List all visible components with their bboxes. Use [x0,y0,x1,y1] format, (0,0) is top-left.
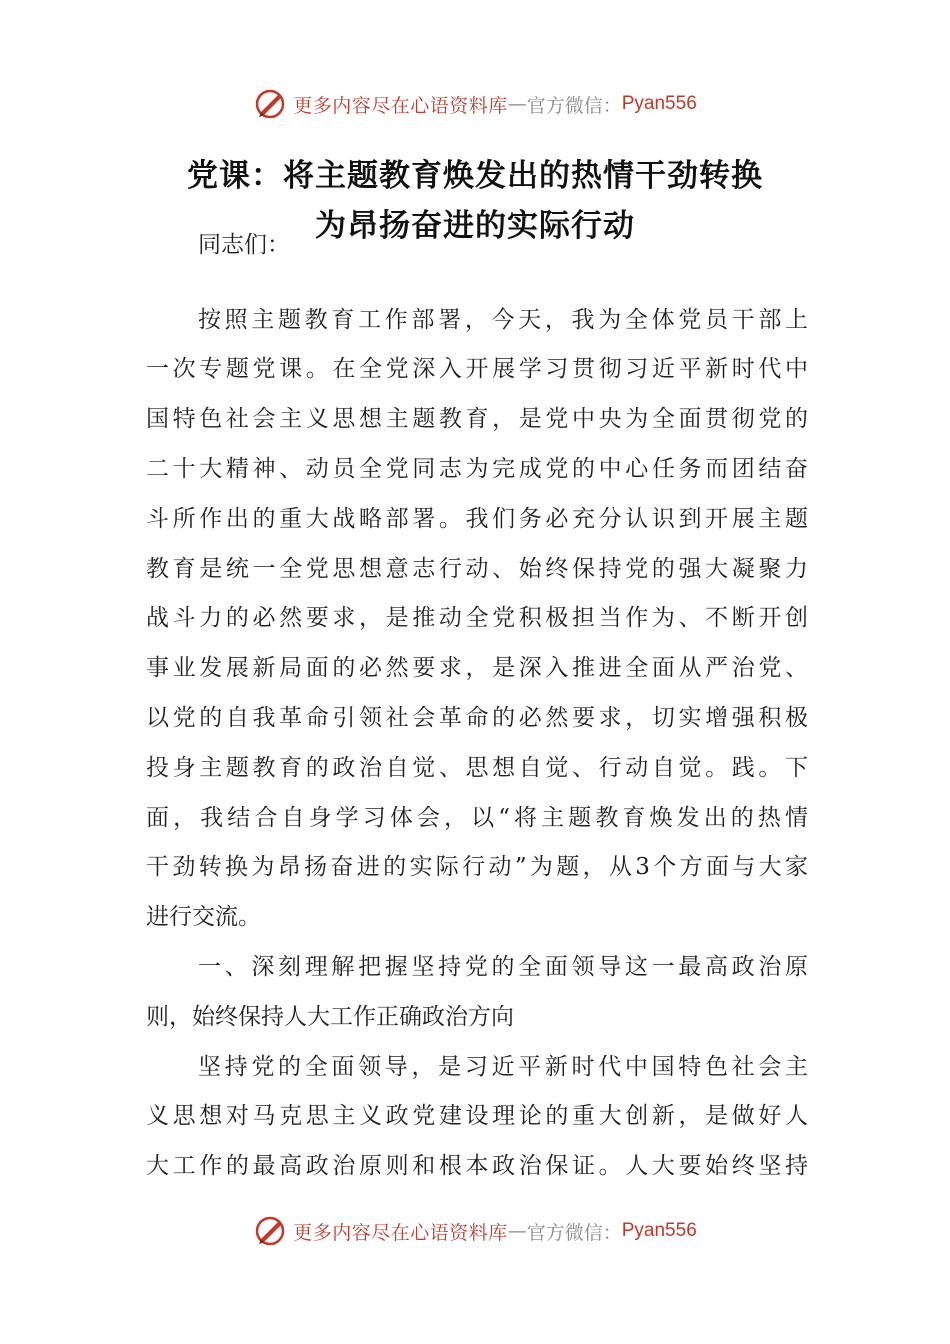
document-title-line-2: 为昂扬奋进的实际行动 [315,208,635,244]
body-line: 进行交流。 [146,904,261,930]
document-title-line-1: 党课：将主题教育焕发出的热情干劲转换 [187,158,763,194]
watermark-text: 更多内容尽在心语资料库 [293,1221,508,1244]
watermark-dash: — [507,1220,527,1242]
watermark-id: Pyan556 [621,93,697,114]
salutation-line: 同志们： [198,232,290,258]
watermark-dash: — [507,93,527,115]
header-watermark [0,84,950,124]
body-line: 大工作的最高政治原则和根本政治保证。人大要始终坚持 [146,1153,808,1179]
body-line: 一次专题党课。在全党深入开展学习贯彻习近平新时代中 [146,356,808,382]
section-heading-line: 则，始终保持人大工作正确政治方向 [146,1004,514,1030]
body-line: 投身主题教育的政治自觉、思想自觉、行动自觉。践。下 [146,755,808,781]
body-line: 斗所作出的重大战略部署。我们务必充分认识到开展主题 [146,506,808,532]
pen-circle-logo-icon [253,86,289,122]
body-line: 坚持党的全面领导，是习近平新时代中国特色社会主 [198,1054,808,1080]
body-line: 以党的自我革命引领社会革命的必然要求，切实增强积极 [146,705,808,731]
footer-watermark [0,1211,950,1251]
body-line: 义思想对马克思主义政党建设理论的重大创新，是做好人 [146,1103,808,1129]
watermark-id: Pyan556 [621,1220,697,1241]
body-line: 事业发展新局面的必然要求，是深入推进全面从严治党、 [146,655,808,681]
body-line: 干劲转换为昂扬奋进的实际行动”为题，从3个方面与大家 [146,854,808,880]
pen-circle-logo-icon [253,1213,289,1249]
body-line: 国特色社会主义思想主题教育，是党中央为全面贯彻党的 [146,406,808,432]
watermark-label: 官方微信： [526,1221,622,1244]
body-line: 教育是统一全党思想意志行动、始终保持党的强大凝聚力 [146,556,808,582]
body-line: 战斗力的必然要求，是推动全党积极担当作为、不断开创 [146,605,808,631]
body-line: 面，我结合自身学习体会，以“将主题教育焕发出的热情 [146,805,808,831]
body-line: 二十大精神、动员全党同志为完成党的中心任务而团结奋 [146,456,808,482]
watermark-text: 更多内容尽在心语资料库 [293,94,508,117]
section-heading-line: 一、深刻理解把握坚持党的全面领导这一最高政治原 [198,954,808,980]
body-line: 按照主题教育工作部署，今天，我为全体党员干部上 [198,307,808,333]
watermark-label: 官方微信： [526,94,622,117]
